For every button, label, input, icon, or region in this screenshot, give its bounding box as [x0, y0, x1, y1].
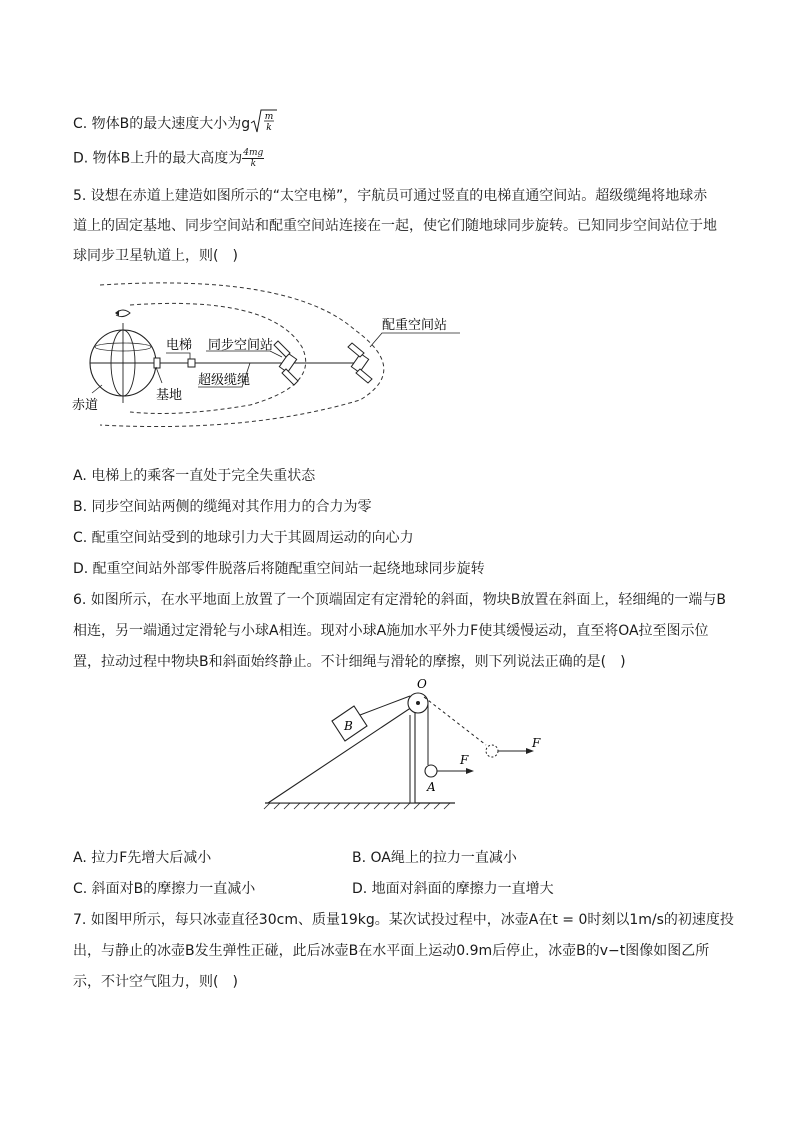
label-cable: 超级缆绳 — [198, 373, 251, 388]
q6-option-a[interactable]: A. 拉力F先增大后减小 — [73, 850, 212, 866]
q4-option-d-text: D. 物体B上升的最大高度为 — [73, 150, 243, 167]
label-f2: F — [532, 736, 541, 750]
q5-option-b[interactable]: B. 同步空间站两侧的缆绳对其作用力的合力为零 — [73, 499, 372, 515]
fraction-denominator: k — [250, 159, 257, 169]
q5-stem-line-2: 道上的固定基地、同步空间站和配重空间站连接在一起，使它们随地球同步旋转。已知同步空间站位于地 — [73, 218, 717, 234]
sqrt-m-over-k — [250, 108, 278, 140]
q6-stem-line-3: 置，拉动过程中物块B和斜面始终静止。不计细绳与滑轮的摩擦，则下列说法正确的是( ) — [73, 654, 626, 670]
label-a: A — [427, 780, 436, 794]
q6-stem-line-1: 6. 如图所示，在水平地面上放置了一个顶端固定有定滑轮的斜面，物块B放置在斜面上，轻细绳的一端与B — [73, 592, 727, 608]
q5-option-d[interactable]: D. 配重空间站外部零件脱落后将随配重空间站一起绕地球同步旋转 — [73, 561, 485, 577]
root-denominator: k — [266, 123, 272, 133]
label-equator: 赤道 — [72, 398, 99, 413]
block-b — [332, 706, 367, 741]
label-b: B — [344, 719, 353, 733]
q7-stem-line-3: 示，不计空气阻力，则( ) — [73, 974, 238, 990]
force-arrow-icon — [466, 768, 474, 774]
q6-option-d[interactable]: D. 地面对斜面的摩擦力一直增大 — [352, 881, 554, 897]
fraction-numerator: 4mg — [243, 148, 264, 158]
q5-option-c[interactable]: C. 配重空间站受到的地球引力大于其圆周运动的向心力 — [73, 530, 414, 546]
q4-option-c[interactable] — [73, 108, 278, 140]
rope-b — [360, 696, 410, 715]
outer-orbit — [100, 283, 384, 427]
label-elevator: 电梯 — [166, 338, 193, 353]
q6-stem-line-2: 相连，另一端通过定滑轮与小球A相连。现对小球A施加水平外力F使其缓慢运动，直至将OA拉至图示位 — [73, 623, 709, 639]
label-o: O — [417, 677, 427, 691]
label-f1: F — [460, 753, 469, 767]
q4-option-d[interactable] — [73, 148, 264, 169]
q5-option-a[interactable]: A. 电梯上的乘客一直处于完全失重状态 — [73, 468, 316, 484]
q5-stem-line-1: 5. 设想在赤道上建造如图所示的“太空电梯”，宇航员可通过竖直的电梯直通空间站。超级缆绳将地球赤 — [73, 188, 708, 204]
elevator-box — [188, 359, 195, 367]
q7-stem-line-1: 7. 如图甲所示，每只冰壶直径30cm、质量19kg。某次试投过程中，冰壶A在t = 0时刻以1m/s的初速度投 — [73, 912, 734, 928]
fraction-4mg-over-k — [242, 148, 264, 169]
q6-option-b[interactable]: B. OA绳上的拉力一直减小 — [352, 850, 517, 866]
ball-final-position — [486, 745, 498, 757]
q4-option-c-text: C. 物体B的最大速度大小为g — [73, 116, 251, 132]
base-block — [154, 358, 160, 368]
q7-stem-line-2: 出，与静止的冰壶B发生弹性正碰，此后冰壶B在水平面上运动0.9m后停止，冰壶B的v−t图像如图乙所 — [73, 943, 710, 959]
q6-option-c[interactable]: C. 斜面对B的摩擦力一直减小 — [73, 881, 256, 897]
label-base: 基地 — [156, 388, 183, 403]
label-sync-station: 同步空间站 — [208, 338, 274, 353]
root-numerator: m — [264, 112, 274, 122]
label-counterweight-station: 配重空间站 — [382, 318, 448, 333]
space-elevator-figure — [70, 275, 470, 435]
ball-a — [425, 765, 437, 777]
q5-stem-line-3: 球同步卫星轨道上，则( ) — [73, 248, 238, 264]
incline-pulley-figure — [250, 675, 560, 815]
ground-hatch — [264, 803, 450, 809]
